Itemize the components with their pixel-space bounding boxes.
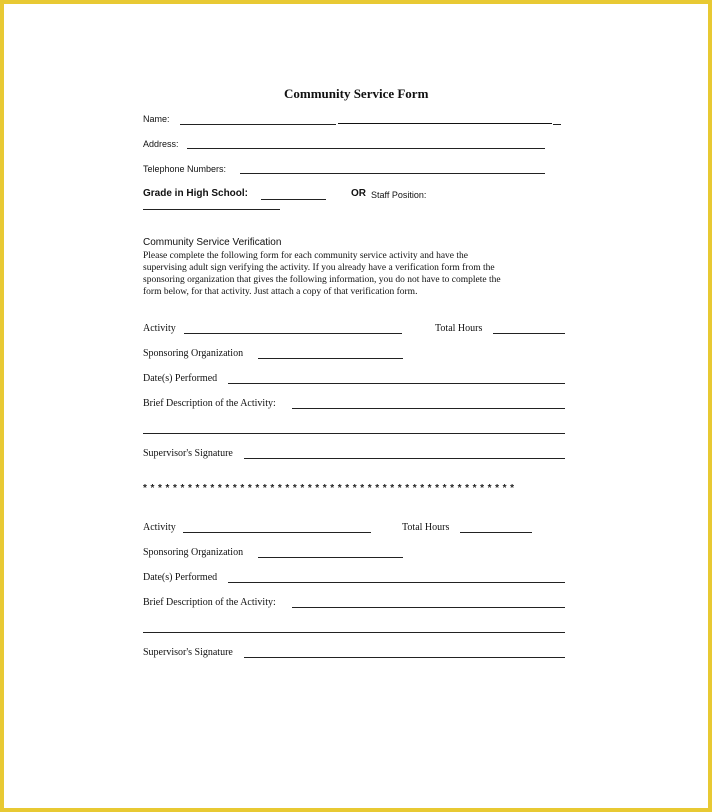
description-label: Brief Description of the Activity:: [143, 597, 276, 608]
form-title: Community Service Form: [284, 86, 429, 101]
instructions-line: form below, for that activity. Just attach a copy of that verification form.: [143, 287, 418, 297]
name-field-extension[interactable]: [338, 123, 552, 124]
telephone-field[interactable]: [240, 173, 545, 174]
supervisor-signature-label: Supervisor's Signature: [143, 647, 233, 658]
sponsoring-organization-field[interactable]: [258, 358, 403, 359]
description-label: Brief Description of the Activity:: [143, 398, 276, 409]
or-label: OR: [351, 188, 366, 199]
total-hours-label: Total Hours: [402, 522, 450, 533]
telephone-label: Telephone Numbers:: [143, 164, 227, 174]
dates-performed-label: Date(s) Performed: [143, 373, 218, 384]
description-field-line-2[interactable]: [143, 632, 565, 633]
dates-performed-field[interactable]: [228, 383, 565, 384]
sponsoring-organization-field[interactable]: [258, 557, 403, 558]
instructions-line: Please complete the following form for each community service activity and have the: [143, 251, 468, 261]
grade-field[interactable]: [261, 199, 326, 200]
description-field[interactable]: [292, 408, 565, 409]
separator-asterisks: **************************************************: [143, 483, 518, 494]
supervisor-signature-label: Supervisor's Signature: [143, 448, 233, 459]
supervisor-signature-field[interactable]: [244, 458, 565, 459]
total-hours-field[interactable]: [493, 333, 565, 334]
dates-performed-field[interactable]: [228, 582, 565, 583]
staff-position-field[interactable]: [143, 209, 280, 210]
grade-label: Grade in High School:: [143, 188, 249, 199]
instructions-paragraph: [143, 250, 558, 298]
total-hours-field[interactable]: [460, 532, 532, 533]
total-hours-label: Total Hours: [435, 323, 483, 334]
activity-field[interactable]: [184, 333, 402, 334]
description-field-line-2[interactable]: [143, 433, 565, 434]
instructions-line: supervising adult sign verifying the activity. If you already have a verification form from the: [143, 263, 495, 273]
form-page: [4, 4, 708, 808]
sponsoring-organization-label: Sponsoring Organization: [143, 348, 244, 359]
supervisor-signature-field[interactable]: [244, 657, 565, 658]
address-label: Address:: [143, 139, 179, 149]
dates-performed-label: Date(s) Performed: [143, 572, 218, 583]
activity-field[interactable]: [183, 532, 371, 533]
staff-position-label: Staff Position:: [371, 190, 427, 200]
activity-label: Activity: [143, 323, 176, 334]
sponsoring-organization-label: Sponsoring Organization: [143, 547, 244, 558]
address-field[interactable]: [187, 148, 545, 149]
name-label: Name:: [143, 114, 170, 124]
name-field[interactable]: [180, 124, 336, 125]
instructions-line: sponsoring organization that gives the following information, you do not have to complete the: [143, 275, 501, 285]
description-field[interactable]: [292, 607, 565, 608]
name-field-end[interactable]: [553, 124, 561, 125]
activity-label: Activity: [143, 522, 176, 533]
section-heading: Community Service Verification: [143, 237, 282, 248]
